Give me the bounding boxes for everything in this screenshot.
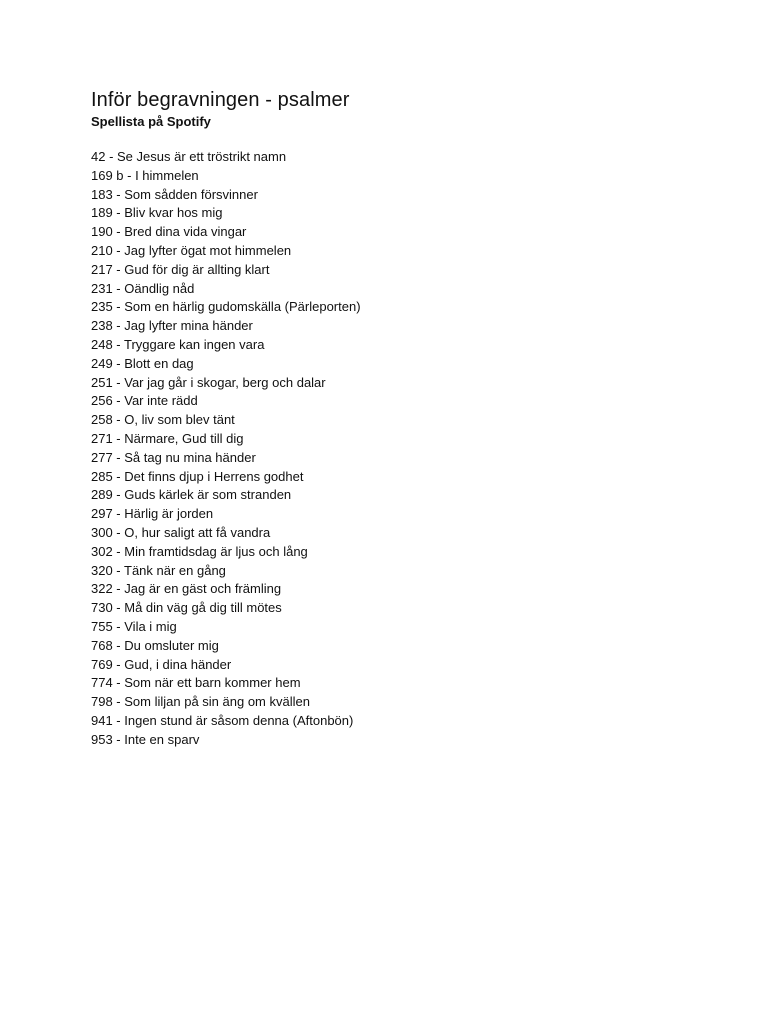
- list-item: 277 - Så tag nu mina händer: [91, 449, 256, 465]
- list-item: 235 - Som en härlig gudomskälla (Pärleporten): [91, 299, 361, 315]
- list-item: 755 - Vila i mig: [91, 618, 177, 634]
- list-item: 769 - Gud, i dina händer: [91, 656, 232, 672]
- list-item: 210 - Jag lyfter ögat mot himmelen: [91, 242, 292, 258]
- list-item: 941 - Ingen stund är såsom denna (Aftonbön): [91, 712, 354, 728]
- list-item: 190 - Bred dina vida vingar: [91, 224, 247, 240]
- list-item: 42 - Se Jesus är ett tröstrikt namn: [91, 149, 287, 164]
- list-item: 183 - Som sådden försvinner: [91, 186, 258, 202]
- list-item: 231 - Oändlig nåd: [91, 280, 195, 296]
- list-item: 730 - Må din väg gå dig till mötes: [91, 600, 282, 616]
- list-item: 248 - Tryggare kan ingen vara: [91, 336, 265, 352]
- list-item: 289 - Guds kärlek är som stranden: [91, 487, 292, 503]
- list-item: 322 - Jag är en gäst och främling: [91, 581, 282, 597]
- list-item: 302 - Min framtidsdag är ljus och lång: [91, 543, 308, 559]
- list-item: 258 - O, liv som blev tänt: [91, 412, 235, 428]
- list-item: 300 - O, hur saligt att få vandra: [91, 524, 271, 540]
- list-item: 798 - Som liljan på sin äng om kvällen: [91, 694, 310, 710]
- list-item: 271 - Närmare, Gud till dig: [91, 430, 244, 446]
- list-item: 774 - Som när ett barn kommer hem: [91, 675, 301, 691]
- list-item: 953 - Inte en sparv: [91, 731, 200, 747]
- list-item: 297 - Härlig är jorden: [91, 506, 214, 522]
- page-subtitle: Spellista på Spotify: [91, 114, 211, 129]
- hymn-list: [91, 148, 691, 750]
- page-title: Inför begravningen - psalmer: [91, 89, 350, 111]
- list-item: 169 b - I himmelen: [91, 167, 199, 183]
- list-item: 251 - Var jag går i skogar, berg och dalar: [91, 374, 326, 390]
- list-item: 249 - Blott en dag: [91, 355, 194, 371]
- list-item: 238 - Jag lyfter mina händer: [91, 318, 253, 334]
- list-item: 768 - Du omsluter mig: [91, 637, 219, 653]
- list-item: 285 - Det finns djup i Herrens godhet: [91, 468, 304, 484]
- list-item: 256 - Var inte rädd: [91, 393, 198, 409]
- list-item: 217 - Gud för dig är allting klart: [91, 261, 270, 277]
- list-item: 189 - Bliv kvar hos mig: [91, 205, 223, 221]
- document-content: [91, 88, 691, 750]
- list-item: 320 - Tänk när en gång: [91, 562, 226, 578]
